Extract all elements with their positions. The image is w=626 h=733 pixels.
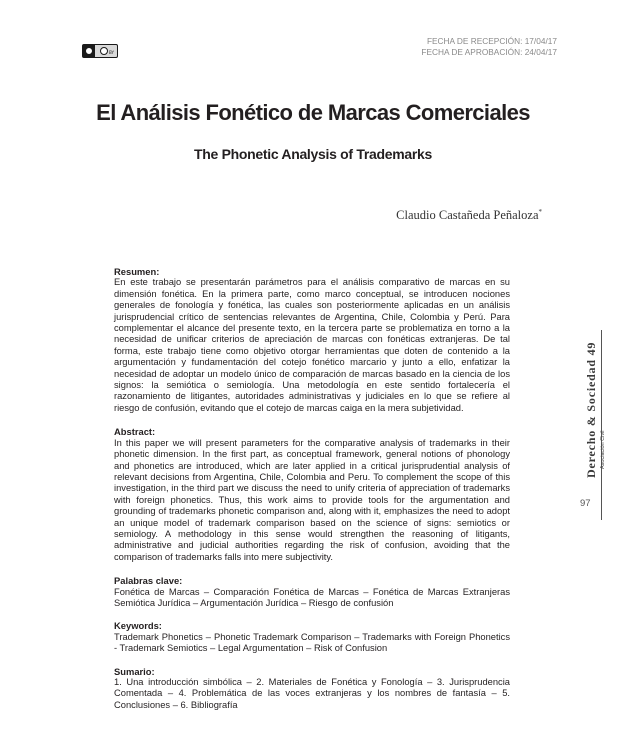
reception-date: FECHA DE RECEPCIÓN: 17/04/17 (426, 36, 557, 46)
journal-sidebar (576, 330, 606, 520)
journal-name: Derecho & Sociedad 49 (584, 341, 598, 479)
palabras-clave-body: Fonética de Marcas – Comparación Fonética de Marcas – Fonética de Marcas Extranjeras Semiótica Jurídica – Argumentación Jurídica – Riesgo de confusión (114, 586, 510, 608)
article-dates (421, 36, 557, 58)
keywords-body: Trademark Phonetics – Phonetic Trademark Comparison – Trademarks with Foreign Phonetics - Trademark Semiotics – Legal Argumentation – Risk of Confusion (114, 631, 510, 654)
author (396, 208, 542, 223)
cc-by-license-icon (82, 44, 118, 58)
resumen-heading: Resumen: (114, 266, 160, 277)
article-front-matter (114, 266, 510, 722)
license-label: BY (109, 50, 114, 55)
keywords-heading: Keywords: (114, 620, 162, 632)
sidebar-text (584, 330, 614, 490)
resumen-body: En este trabajo se presentarán parámetros para el análisis comparativo de marcas en su dimensión fonética. En la primera parte, como marco conceptual, se introducen nociones generales de fonología y fonética, las cuales son posteriormente aplicadas en un análisis jurisprudencial crítico de sentencias relevantes de Argentina, Chile, Colombia y Perú. Para complementar el alcance del presente texto, en la tercera parte se problematiza en torno a la necesidad de unificar criterios de apreciación de marcas con fonéticas extranjeras. De tal forma, este trabajo tiene como objetivo otorgar herramientas que doten de contenido a la argumentación y fundamentación del cotejo fonético marcario y junto a ello, enfatizar la necesidad de adoptar un modelo único de comparación de marcas basado en la ciencia de los signos: la semiótica o semiología. Una metodología en este sentido fortalecería el razonamiento de litigantes, autoridades administrativas y judiciales en lo que se refiere al riesgo de confusión, evitando que el cotejo de marcas caiga en la mera subjetividad. (114, 277, 510, 413)
sumario-body: 1. Una introducción simbólica – 2. Materiales de Fonética y Fonología – 3. Jurisprudencia Comentada – 4. Problemática de las voces extranjeras y los nombres de fantasía – 5. Conclusiones – 6. Bibliografía (114, 677, 510, 710)
article-subtitle: The Phonetic Analysis of Trademarks (194, 146, 432, 162)
association-label: Asociación Civil (600, 430, 606, 470)
palabras-clave-heading: Palabras clave: (114, 575, 183, 587)
abstract-body: In this paper we will present parameters for the comparative analysis of trademarks in their phonetic dimension. In the first part, as conceptual framework, general notions of phonology and phonetics are introduced, which are later applied in a critical jurisprudential analysis of relevant decisions from Argentina, Chile, Colombia and Peru. To complement the scope of this investigation, in the third part we discuss the need to unify criteria of appreciation of trademarks with foreign phonetics. Thus, this work aims to provide tools for the argumentation and grounding of trademarks phonetic comparison and, along with it, emphasizes the need to adopt an unique model of trademark comparison based on the science of signs: semiotics or semiology. A methodology in this sense would strengthen the reasoning of litigants, administrative and judicial authorities regarding the risk of confusion, avoiding that the comparison of trademarks falls into mere subjectivity. (114, 437, 510, 562)
person-icon (100, 47, 108, 55)
resumen-section (114, 266, 510, 414)
palabras-clave-section (114, 575, 510, 609)
abstract-heading: Abstract: (114, 426, 156, 438)
sumario-heading: Sumario: (114, 665, 155, 677)
author-footnote-mark: * (538, 208, 542, 216)
page-number: 97 (580, 498, 591, 509)
sumario-section (114, 666, 510, 712)
cc-icon (85, 47, 93, 55)
author-name: Claudio Castañeda Peñaloza (396, 208, 539, 223)
article-title: El Análisis Fonético de Marcas Comerciales (96, 100, 530, 125)
keywords-section (114, 620, 510, 654)
abstract-section (114, 426, 510, 563)
approval-date: FECHA DE APROBACIÓN: 24/04/17 (421, 47, 557, 57)
